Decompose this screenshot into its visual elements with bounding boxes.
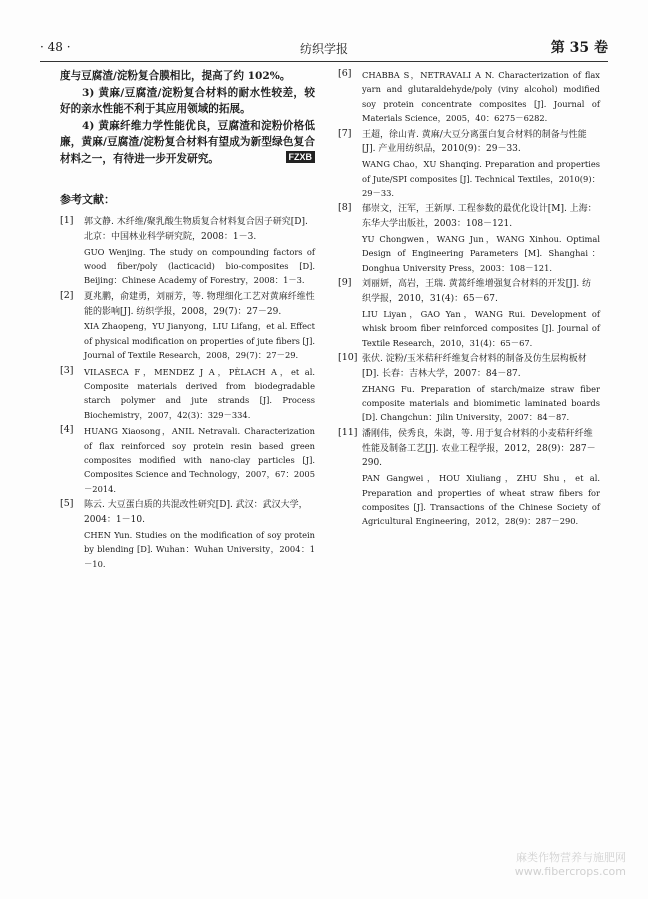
reference-item	[60, 498, 315, 571]
reference-text-english: GUO Wenjing. The study on compounding factors of wood fiber/poly (lacticacid) bio-composites [D]. Beijing：Chinese Academy of Forestry，2008：1－3.	[84, 246, 315, 286]
reference-number: [5]	[60, 498, 74, 510]
reference-number: [8]	[338, 202, 352, 214]
body-paragraph: 3) 黄麻/豆腐渣/淀粉复合材料的耐水性较差，较好的亲水性能不利于其应用领域的拓展。	[60, 86, 315, 115]
reference-item	[338, 68, 600, 126]
watermark-url: www.fibercrops.com	[514, 865, 626, 878]
left-column	[60, 68, 315, 573]
body-paragraph: 度与豆腐渣/淀粉复合膜相比，提高了约 102%。	[60, 70, 291, 82]
reference-text-english: LIU Liyan，GAO Yan，WANG Rui. Development of whisk broom fiber reinforced composites [J]. Journal of Textile Research，2010，31(4)：65－67.	[362, 308, 600, 348]
reference-item	[338, 277, 600, 350]
reference-text-chinese: 郁崇文，汪军，王新厚. 工程参数的最优化设计[M]. 上海：东华大学出版社，2003：108－121.	[362, 204, 597, 230]
references-heading: 参考文献：	[60, 193, 115, 206]
reference-number: [2]	[60, 289, 74, 301]
right-column	[338, 68, 600, 531]
reference-text-chinese: 王超，徐山青. 黄麻/大豆分离蛋白复合材料的制备与性能[J]. 产业用纺织品，2010(9)：29－33.	[362, 129, 587, 155]
references-list-right	[338, 68, 600, 529]
reference-number: [6]	[338, 68, 352, 79]
page-number: · 48 ·	[40, 40, 71, 54]
reference-text-english: CHABBA S，NETRAVALI A N. Characterization of flax yarn and glutaraldehyde/poly (viny alcohol) modified soy protein concentrate composites [J]. Journal of Materials Science，2005，40：6275－6282.	[362, 70, 600, 124]
reference-item	[60, 365, 315, 423]
reference-number: [11]	[338, 426, 358, 438]
journal-name: 纺织学报	[299, 42, 348, 56]
reference-text-english: CHEN Yun. Studies on the modification of soy protein by blending [D]. Wuhan：Wuhan University，2004：1－10.	[84, 529, 315, 569]
reference-number: [10]	[338, 352, 358, 364]
reference-number: [3]	[60, 364, 74, 376]
reference-text-english: YU Chongwen，WANG Jun，WANG Xinhou. Optimal Design of Engineering Parameters [M]. Shanghai：Donghua University Press，2003：108－121.	[362, 234, 600, 273]
reference-text-chinese: 郭文静. 木纤维/聚乳酸生物质复合材料复合因子研究[D]. 北京：中国林业科学研究院，2008：1－3.	[84, 217, 308, 242]
reference-text-english: PAN Gangwei，HOU Xiuliang，ZHU Shu，et al. Preparation and properties of wheat straw fibers for composites [J]. Transactions of the Chinese Society of Agricultural Engineering，2012，28(9)：287－290.	[362, 473, 600, 527]
reference-number: [7]	[338, 127, 352, 139]
journal-tag: FZXB	[286, 151, 316, 163]
body-paragraph: 4) 黄麻纤维力学性能优良，豆腐渣和淀粉价格低廉，黄麻/豆腐渣/淀粉复合材料有望成为新型绿色复合材料之一，有待进一步开发研究。	[60, 119, 315, 165]
header-rule	[40, 61, 608, 62]
reference-number: [4]	[60, 424, 74, 436]
reference-text-english: VILASECA F，MENDEZ J A，PÈLACH A，et al. Composite materials derived from biodegradable starch polymer and jute strands [J]. Process Biochemistry，2007，42(3)：329－334.	[84, 366, 315, 420]
reference-text-english: HUANG Xiaosong，ANIL Netravali. Characterization of flax reinforced soy protein resin based green composites modified with nano-clay particles [J]. Composites Science and Technology，2007，67：2005－2014.	[84, 426, 315, 494]
tag-line	[60, 152, 315, 185]
reference-text-english: XIA Zhaopeng，YU Jianyong，LIU Lifang，et al. Effect of physical modification on properties of jute fibers [J]. Journal of Textile Research，2008，29(7)：27－29.	[84, 321, 315, 361]
volume-label: 第 35 卷	[550, 40, 608, 56]
reference-number: [9]	[338, 277, 352, 289]
reference-text-english: ZHANG Fu. Preparation of starch/maize straw fiber composite materials and biomimetic laminated boards [D]. Changchun：Jilin University，2007：84－87.	[362, 383, 600, 423]
reference-text-chinese: 潘刚伟，侯秀良，朱澍，等. 用于复合材料的小麦秸秆纤维性能及制备工艺[J]. 农业工程学报，2012，28(9)：287－290.	[362, 428, 596, 469]
reference-item	[338, 352, 600, 425]
reference-item	[338, 202, 600, 275]
reference-number: [1]	[60, 215, 74, 226]
reference-item	[338, 128, 600, 201]
reference-text-english: WANG Chao，XU Shanqing. Preparation and properties of Jute/SPI composites [J]. Technical Textiles，2010(9)：29－33.	[362, 159, 600, 199]
watermark	[515, 851, 626, 879]
reference-item	[60, 424, 315, 496]
reference-text-chinese: 陈云. 大豆蛋白质的共混改性研究[D]. 武汉：武汉大学，2004：1－10.	[84, 500, 308, 526]
reference-item	[60, 215, 315, 288]
reference-text-chinese: 张伏. 淀粉/玉米秸秆纤维复合材料的制备及仿生层构板材[D]. 长春：吉林大学，2007：84－87.	[362, 354, 587, 379]
reference-text-chinese: 夏兆鹏，俞建勇，刘丽芳，等. 物理细化工艺对黄麻纤维性能的影响[J]. 纺织学报，2008，29(7)：27－29.	[84, 291, 315, 317]
page-header	[40, 40, 608, 62]
reference-text-chinese: 刘丽妍，高岩，王瑞. 黄蒿纤维增强复合材料的开发[J]. 纺织学报，2010，31(4)：65－67.	[362, 279, 592, 305]
reference-item	[338, 427, 600, 529]
reference-item	[60, 290, 315, 363]
references-list-left	[60, 215, 315, 571]
watermark-site-name: 麻类作物营养与施肥网	[516, 851, 626, 864]
